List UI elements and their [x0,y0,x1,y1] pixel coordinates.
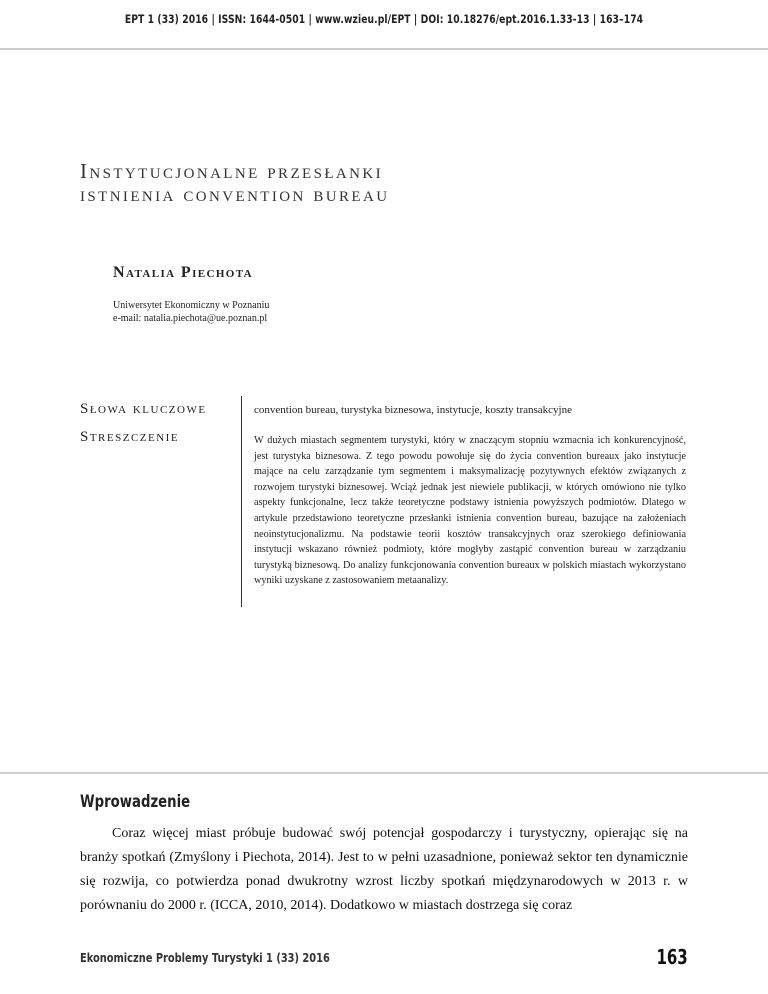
body-text [80,822,688,918]
section-heading: Wprowadzenie [80,792,191,812]
page-number: 163 [656,945,688,969]
title-line-1: Instytucjonalne przesłanki [80,159,383,183]
body-paragraph: Coraz więcej miast próbuje budować swój potencjał gospodarczy i turystyczny, opierając się na branży spotkań (Zmyślony i Piechota, 2014). Jest to w pełni uzasadnione, ponieważ sektor ten dynamicznie się rozwija, co potwierdza ponad dwukrotny wzrost liczby spotkań międzynarodowych w 2013 r. w porównaniu do 2000 r. (ICCA, 2010, 2014). Dodatkowo w miastach dostrzega się coraz [80,826,688,913]
affiliation: Uniwersytet Ekonomiczny w Poznaniu [113,300,270,311]
abstract-divider [241,396,242,607]
keywords-label: Słowa kluczowe [80,401,207,417]
abstract-label: Streszczenie [80,429,180,445]
abstract-text: W dużych miastach segmentem turystyki, który w znaczącym stopniu wzmacnia ich konkurencyjność, jest turystyka biznesowa. Z tego powodu powołuje się do życia convention bureaux jako instytucje mające na celu zarządzanie tym segmentem i maksymalizację pozytywnych efektów związanych z rozwojem turystyki biznesowej. Wciąż jednak jest niewiele publikacji, w których omówiono nie tylko aspekty funkcjonalne, lecz także teoretyczne podstawy istnienia powyższych podmiotów. Dlatego w artykule przedstawiono teoretyczne przesłanki istnienia convention bureau, bazujące na założeniach neoinstytucjonalizmu. Na podstawie teorii kosztów transakcyjnych oraz szerokiego definiowania instytucji wskazano również podmioty, które mogłyby zastąpić convention bureau w zarządzaniu turystyką biznesową. Do analizy funkcjonowania convention bureaux w polskich miastach wykorzystano wyniki uzyskane z zastosowaniem metaanalizy. [254,435,686,587]
section-divider [0,772,768,774]
keywords-text: convention bureau, turystyka biznesowa, instytucje, koszty transakcyjne [254,404,572,416]
title-line-2: istnienia convention bureau [80,182,390,206]
author-name: Natalia Piechota [113,264,254,281]
author-affiliation-block [113,299,269,325]
footer-journal: Ekonomiczne Problemy Turystyki 1 (33) 2016 [80,951,330,965]
author-email: e-mail: natalia.piechota@ue.poznan.pl [113,313,268,324]
running-header: EPT 1 (33) 2016 | ISSN: 1644-0501 | www.wzieu.pl/EPT | DOI: 10.18276/ept.2016.1.33-13 | 163–174 [124,12,644,26]
article-title [80,160,640,206]
